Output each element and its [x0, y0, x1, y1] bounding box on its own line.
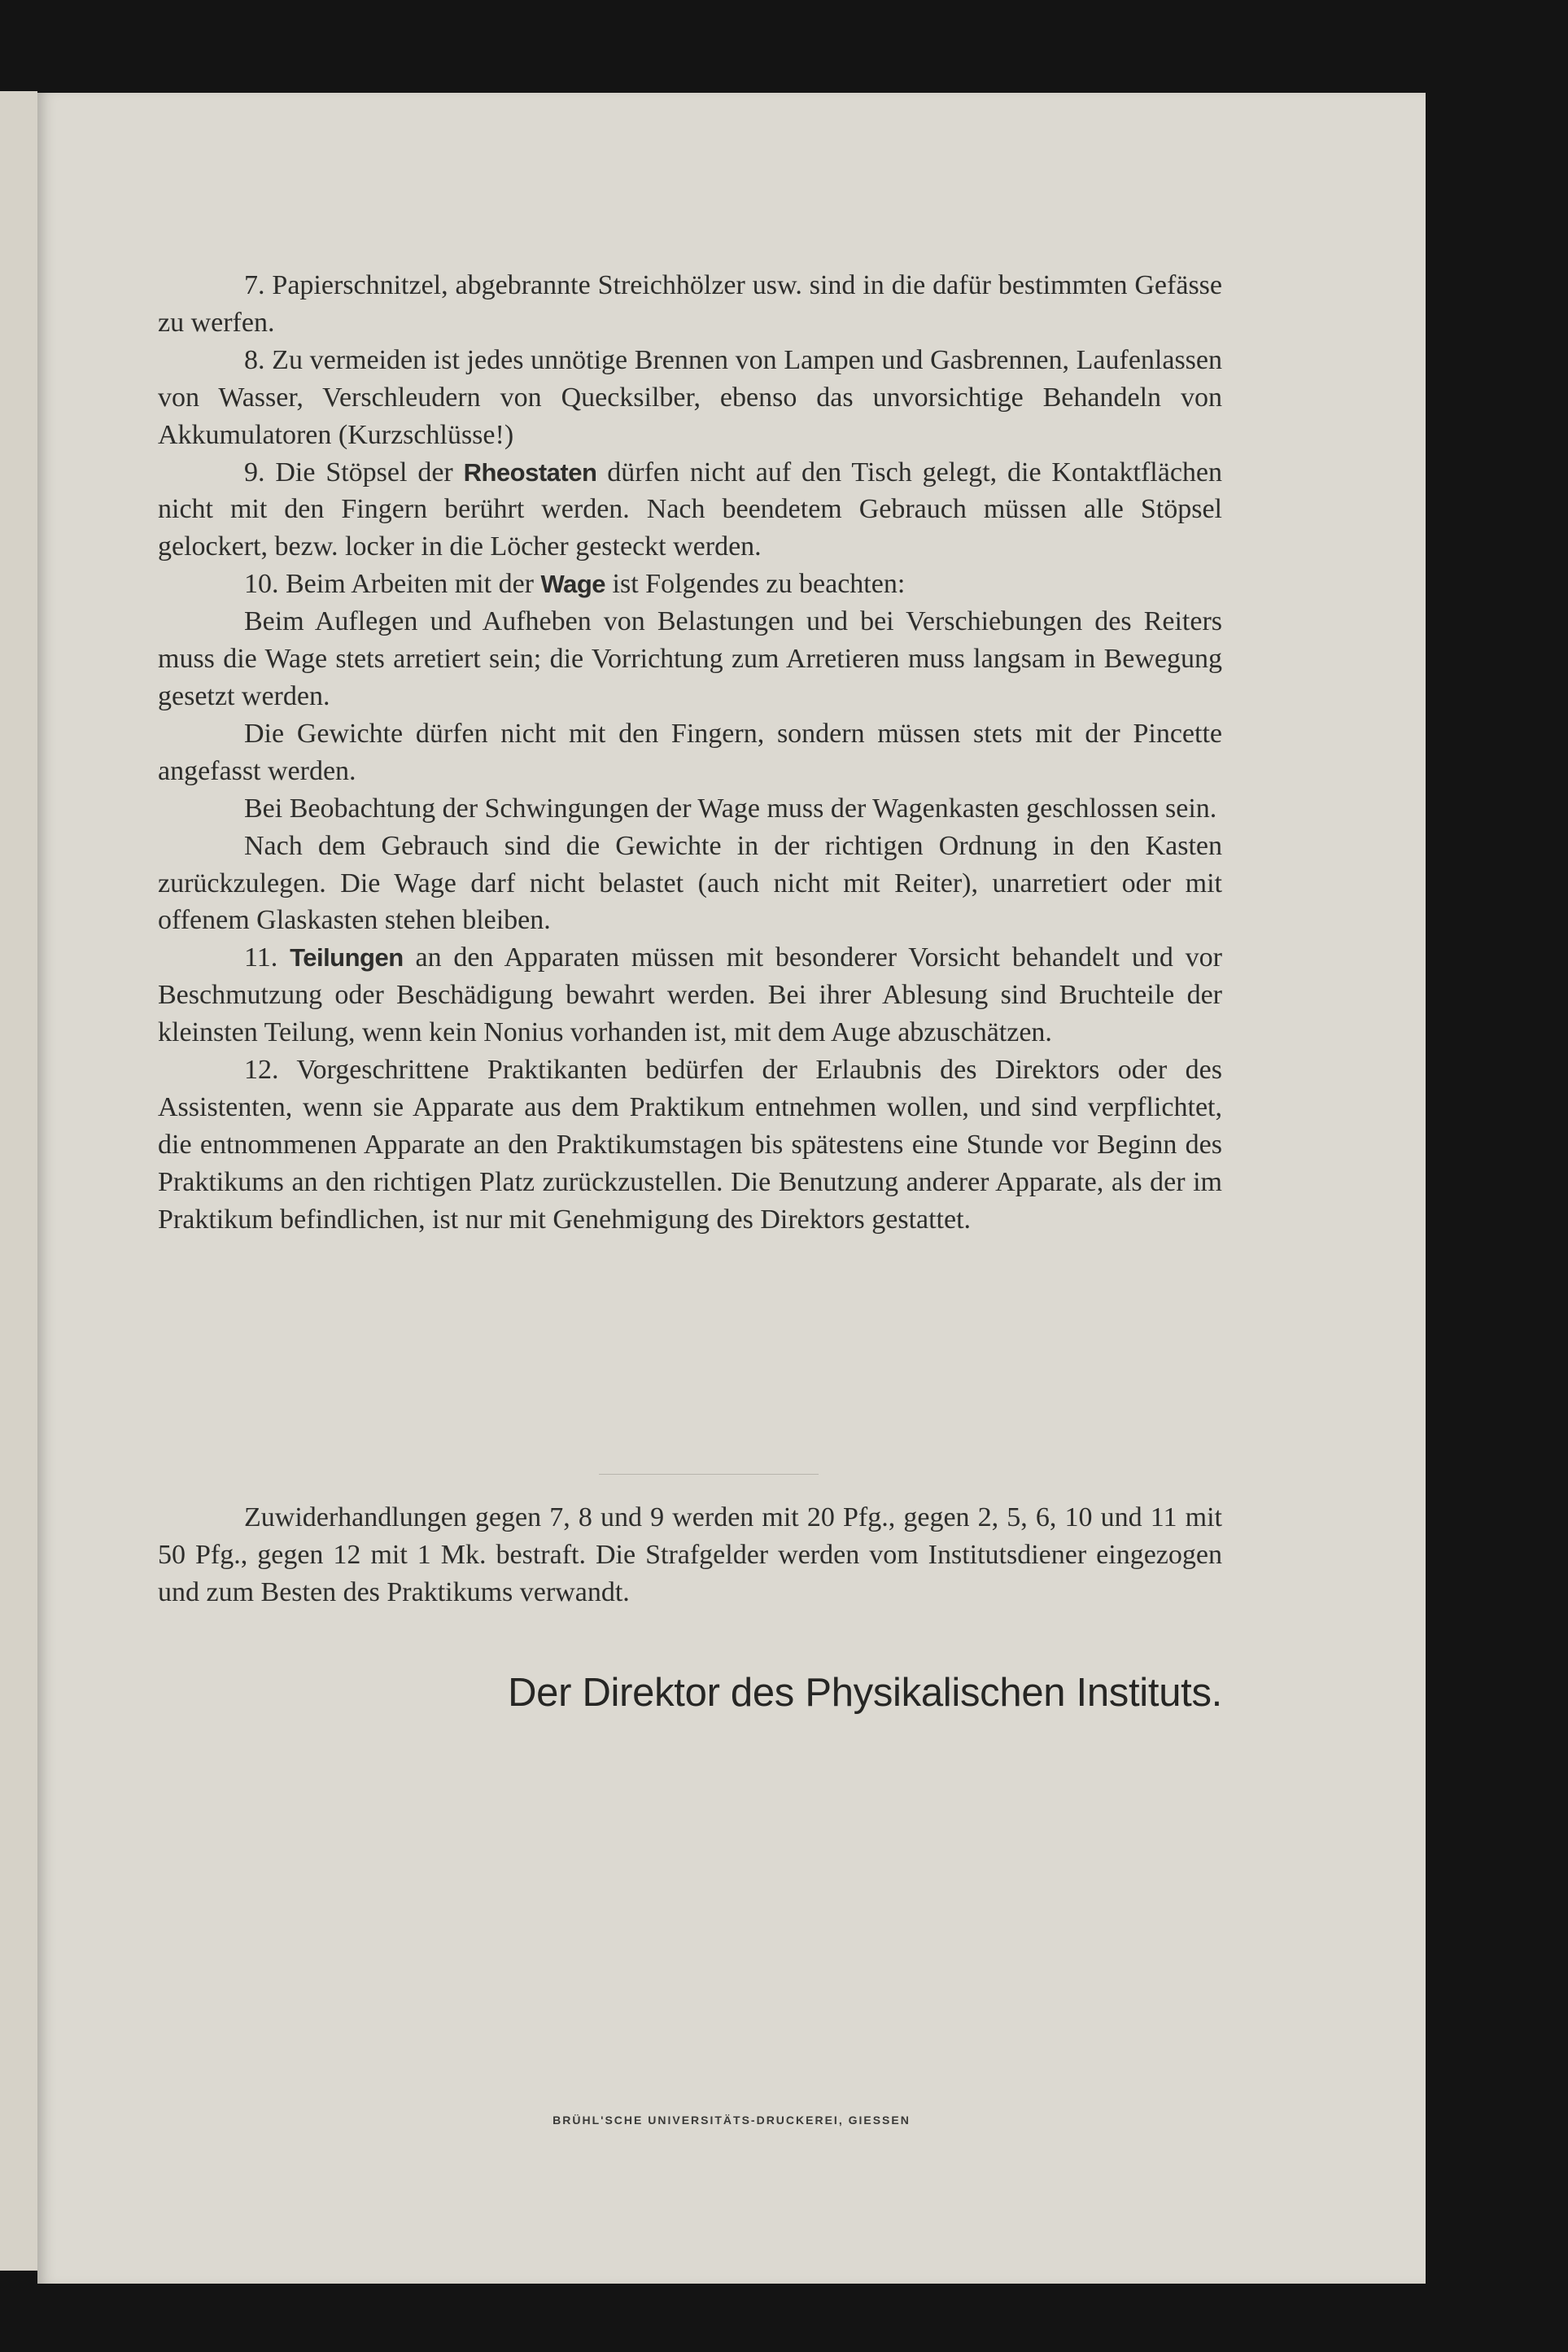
rule-10-keyword: Wage [540, 570, 606, 599]
rule-9-suffix: dürfen nicht auf den Tisch gelegt, die Kontaktflächen nicht mit den Fingern berührt werden. Nach beendetem Gebrauch müssen alle Stöpsel gelockert, bezw. locker in die Löcher gesteckt werden. [158, 457, 1222, 562]
rule-10-c-text: Bei Beobachtung der Schwingungen der Wage muss der Wagenkasten geschlossen sein. [244, 793, 1217, 824]
rule-11-keyword: Teilungen [290, 943, 404, 973]
document-page [37, 93, 1426, 2284]
rule-7-text: 7. Papierschnitzel, abgebrannte Streichhölzer usw. sind in die dafür bestimmten Gefässe zu werfen. [158, 270, 1222, 338]
rule-11-prefix: 11. [244, 942, 290, 973]
rules-list [158, 267, 1222, 1239]
rule-12-text: 12. Vorgeschrittene Praktikanten bedürfen der Erlaubnis des Direktors oder des Assistenten, wenn sie Apparate aus dem Praktikum entnehmen wollen, und sind verpflichtet, die entnommenen Apparate an den Praktikumstagen bis spätestens eine Stunde vor Beginn des Praktikums an den richtigen Platz zurückzustellen. Die Benutzung anderer Apparate, als der im Praktikum befindlichen, ist nur mit Genehmigung des Direktors gestattet. [158, 1055, 1222, 1235]
rule-7 [158, 267, 1222, 342]
rule-10-a-text: Beim Auflegen und Aufheben von Belastungen und bei Verschiebungen des Reiters muss die Wage stets arretiert sein; die Vorrichtung zum Arretieren muss langsam in Bewegung gesetzt werden. [158, 606, 1222, 711]
rule-10-suffix: ist Folgendes zu beachten: [605, 569, 906, 600]
rule-8-text: 8. Zu vermeiden ist jedes unnötige Brennen von Lampen und Gasbrennen, Laufenlassen von Wasser, Verschleudern von Quecksilber, ebenso das unvorsichtige Behandeln von Akkumulatoren (Kurzschlüsse!) [158, 344, 1222, 450]
rule-9-prefix: 9. Die Stöpsel der [244, 457, 464, 487]
rule-10-b [158, 715, 1222, 790]
rule-9 [158, 454, 1222, 566]
separator-rule [599, 1474, 819, 1475]
rule-10-a [158, 603, 1222, 715]
previous-page-edge [0, 91, 37, 2271]
penalty-text-content: Zuwiderhandlungen gegen 7, 8 und 9 werden mit 20 Pfg., gegen 2, 5, 6, 10 und 11 mit 50 Pfg., gegen 12 mit 1 Mk. bestraft. Die Strafgelder werden vom Institutsdiener eingezogen und zum Besten des Praktikums verwandt. [158, 1502, 1222, 1607]
rule-10-prefix: 10. Beim Arbeiten mit der [244, 569, 541, 600]
rule-10 [158, 566, 1222, 603]
rule-12 [158, 1051, 1222, 1239]
rule-8 [158, 342, 1222, 454]
rule-10-d [158, 828, 1222, 940]
signature: Der Direktor des Physikalischen Instituts. [508, 1671, 1222, 1715]
rule-11 [158, 939, 1222, 1051]
rule-11-suffix: an den Apparaten müssen mit besonderer Vorsicht behandelt und vor Beschmutzung oder Beschädigung bewahrt werden. Bei ihrer Ablesung sind Bruchteile der kleinsten Teilung, wenn kein Nonius vorhanden ist, mit dem Auge abzuschätzen. [158, 942, 1222, 1048]
rule-10-c [158, 790, 1222, 828]
printer-imprint: BRÜHL'SCHE UNIVERSITÄTS-DRUCKEREI, GIESSEN [553, 2114, 911, 2127]
rule-10-d-text: Nach dem Gebrauch sind die Gewichte in der richtigen Ordnung in den Kasten zurückzulegen. Die Wage darf nicht belastet (auch nicht mit Reiter), unarretiert oder mit offenem Glaskasten stehen bleiben. [158, 830, 1222, 936]
rule-10-b-text: Die Gewichte dürfen nicht mit den Fingern, sondern müssen stets mit der Pincette angefasst werden. [158, 718, 1222, 786]
rule-9-keyword: Rheostaten [463, 457, 597, 487]
penalty-paragraph [158, 1499, 1222, 1611]
penalty-text [158, 1499, 1222, 1611]
